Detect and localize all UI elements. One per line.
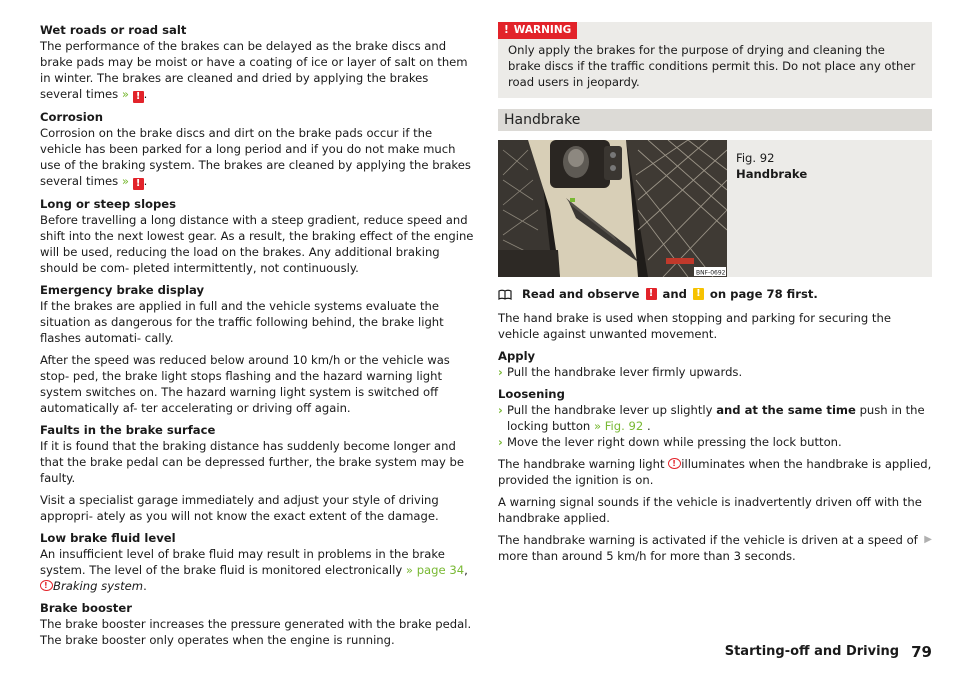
- warning-triangle-icon: !: [504, 24, 509, 36]
- figure-title: Handbrake: [736, 167, 808, 181]
- text-emergency: If the brakes are applied in full and the vehicle systems evaluate the situation as dangerous for the traffic following behind, the brake light flashes automati- cally.: [40, 299, 444, 345]
- figure-code: BNF-0692: [696, 269, 726, 277]
- warning-text: Only apply the brakes for the purpose of drying and cleaning the brake discs if the traffic conditions permit this. Do not place any other road users in jeopardy.: [508, 43, 916, 89]
- text-intro: The hand brake is used when stopping and parking for securing the vehicle against unwanted movement.: [498, 311, 891, 341]
- heading-apply: Apply: [498, 349, 536, 363]
- chapter-name: Starting-off and Driving: [724, 644, 900, 659]
- handbrake-photo: [498, 140, 727, 277]
- text-fluid: An insufficient level of brake fluid may result in problems in the brake system. The level of the brake fluid is monitored electronically » page 34, !Braking system.: [40, 546, 474, 594]
- heading-slopes: Long or steep slopes: [40, 197, 177, 211]
- section-title-handbrake: Handbrake: [498, 109, 932, 131]
- section-apply: [498, 348, 932, 380]
- warning-ref-link[interactable]: »: [121, 174, 129, 188]
- chevron-right-icon: ›: [498, 365, 503, 379]
- section-booster: [40, 600, 474, 648]
- text-corrosion: Corrosion on the brake discs and dirt on the brake pads occur if the vehicle has been parked for a long period and if you do not make much use of the braking system. The brakes are cleaned by applying the brakes several times » ! .: [40, 126, 471, 189]
- handbrake-warning-icon: [668, 458, 681, 469]
- figure-caption: [727, 140, 807, 277]
- text-activated: The handbrake warning is activated if the vehicle is driven at a speed of more than around 5 km/h for more than 3 seconds. ▶: [498, 533, 932, 563]
- section-slopes: [40, 196, 474, 276]
- figure-number: Fig. 92: [736, 151, 775, 165]
- braking-system-ref: Braking system: [53, 579, 144, 593]
- section-wet-roads: [40, 22, 474, 103]
- text-garage: Visit a specialist garage immediately and adjust your style of driving appropri- ately as you will not know the exact extent of the damage.: [40, 493, 439, 523]
- heading-booster: Brake booster: [40, 601, 132, 615]
- text-speed: After the speed was reduced below around 10 km/h or the vehicle was stop- ped, the brake light stops flashing and the hazard warning light system switches on. The hazard warning light system is switched off automatically af- ter accelerating or driving off again.: [40, 353, 450, 415]
- warning-icon: !: [133, 178, 144, 190]
- caution-icon: !: [693, 288, 704, 300]
- text-booster: The brake booster increases the pressure generated with the brake pedal. The brake booster only operates when the engine is running.: [40, 617, 472, 647]
- handbrake-illustration: [498, 140, 727, 277]
- section-emergency: [40, 282, 474, 346]
- page-34-link[interactable]: » page 34: [405, 563, 465, 577]
- continue-arrow-icon: ▶: [924, 534, 932, 545]
- section-fluid: [40, 530, 474, 594]
- heading-wet-roads: Wet roads or road salt: [40, 23, 187, 37]
- text-faults: If it is found that the braking distance has suddenly become longer and that the brake pedal can be depressed further, the brake system may be faulty.: [40, 439, 465, 485]
- warning-icon: !: [133, 91, 144, 103]
- heading-loosening: Loosening: [498, 387, 565, 401]
- heading-fluid: Low brake fluid level: [40, 531, 176, 545]
- chevron-right-icon: ›: [498, 435, 503, 449]
- section-faults: [40, 422, 474, 486]
- apply-step: › Pull the handbrake lever firmly upwards.: [498, 365, 743, 379]
- figure-92: [498, 140, 932, 277]
- brake-warning-icon: [40, 580, 53, 591]
- loosen-step-2: › Move the lever right down while pressing the lock button.: [498, 435, 842, 449]
- left-column: [40, 22, 474, 654]
- chevron-right-icon: ›: [498, 403, 503, 417]
- loosen-step-1: › Pull the handbrake lever up slightly and at the same time push in the locking button » Fig. 92 .: [498, 403, 925, 433]
- warning-label: ! WARNING: [498, 22, 577, 39]
- section-loosening: [498, 386, 932, 450]
- heading-corrosion: Corrosion: [40, 110, 103, 124]
- book-icon: [498, 289, 512, 300]
- page-number: 79: [911, 643, 932, 661]
- warning-icon: !: [646, 288, 657, 300]
- text-signal: A warning signal sounds if the vehicle is inadvertently driven off with the handbrake applied.: [498, 495, 922, 525]
- heading-emergency: Emergency brake display: [40, 283, 205, 297]
- fig-92-link[interactable]: » Fig. 92: [593, 419, 644, 433]
- page-footer: [725, 644, 932, 660]
- heading-faults: Faults in the brake surface: [40, 423, 216, 437]
- section-corrosion: [40, 109, 474, 190]
- read-and-observe: Read and observe ! and ! on page 78 first.: [498, 286, 932, 302]
- right-column: [498, 22, 932, 570]
- text-slopes: Before travelling a long distance with a steep gradient, reduce speed and shift into the next lowest gear. As a result, the braking effect of the engine will be used, reducing the load on the brakes. Any additional braking should be com- pleted intermittently, not continuously.: [40, 213, 474, 275]
- warning-box: [498, 22, 932, 98]
- warning-ref-link[interactable]: »: [121, 87, 129, 101]
- text-warning-light: The handbrake warning light ! illuminates when the handbrake is applied, provided the ignition is on.: [498, 456, 932, 488]
- text-wet-roads: The performance of the brakes can be delayed as the brake discs and brake pads may be moist or have a coating of ice or layer of salt on them in winter. The brakes are cleaned and dried by applying the brakes several times » ! .: [40, 39, 468, 102]
